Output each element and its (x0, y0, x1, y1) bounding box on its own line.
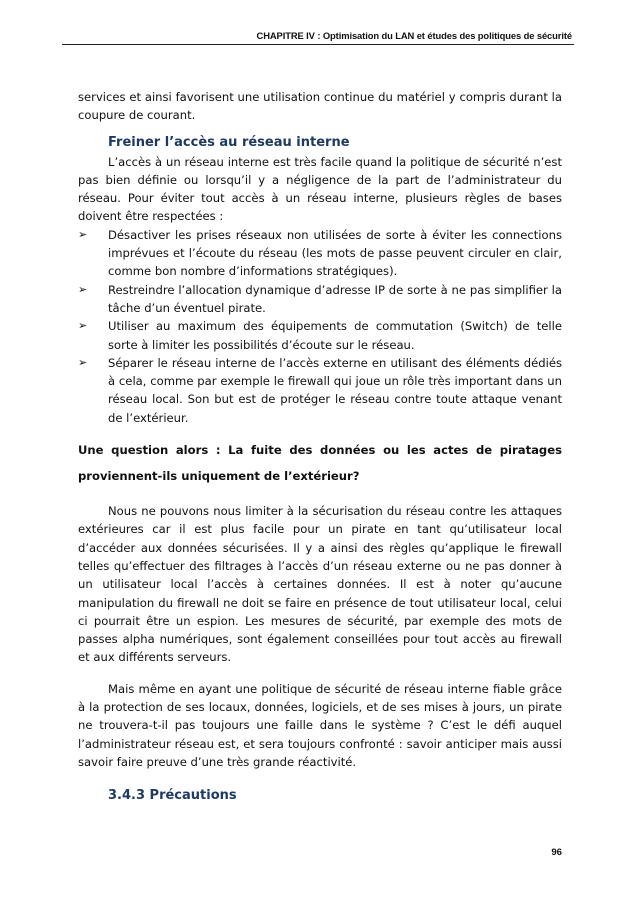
spacer (78, 489, 562, 502)
list-item-text: Utiliser au maximum des équipements de commutation (Switch) de telle sorte à limiter les possibilités d’écoute sur le réseau. (108, 319, 562, 352)
section-title: Freiner l’accès au réseau interne (108, 134, 350, 150)
rules-list (78, 226, 562, 427)
arrow-bullet-icon: ➢ (78, 282, 88, 296)
list-item (78, 317, 562, 354)
list-item-text: Séparer le réseau interne de l’accès externe en utilisant des éléments dédiés à cela, comme par exemple le firewall qui joue un rôle très important dans un réseau local. Son but est de protéger le réseau contre toute attaque venant de l’extérieur. (108, 355, 562, 425)
running-header: CHAPITRE IV : Optimisation du LAN et études des politiques de sécurité (256, 30, 572, 41)
page-body (78, 88, 562, 806)
section-paragraph: L’accès à un réseau interne est très facile quand la politique de sécurité n’est pas bien définie ou lorsqu’il y a négligence de la part de l’administrateur du réseau. Pour éviter tout accès à un réseau interne, plusieurs règles de bases doivent être respectées : (78, 154, 562, 224)
body-paragraph: Mais même en ayant une politique de sécurité de réseau interne fiable grâce à la protection de ses locaux, données, logiciels, et de ses mises à jours, un pirate ne trouvera-t-il pas toujours une faille dans le système ? C’est le défi auquel l’administrateur réseau est, et sera toujours confronté : savoir anticiper mais aussi savoir faire preuve d’une très grande réactivité. (78, 681, 562, 769)
subsection-title: 3.4.3 Précautions (108, 788, 237, 804)
body-paragraph: Nous ne pouvons nous limiter à la sécurisation du réseau contre les attaques extérieures car il est plus facile pour un pirate en tant qu’utilisateur local d’accéder aux données sécurisées. Il y a ainsi des règles qu’applique le firewall telles qu’effectuer des filtrages à l’accès d’un réseau externe ou ne pas donner à un utilisateur local l’accès à certaines données. Il est à noter qu’aucune manipulation du firewall ne doit se faire en présence de tout utilisateur local, celui ci pourrait être un espion. Les mesures de sécurité, par exemple des mots de passes alpha numériques, sont également conseillées pour tout accès au firewall et aux différents serveurs. (78, 504, 562, 665)
list-item (78, 354, 562, 427)
list-item-text: Restreindre l’allocation dynamique d’adresse IP de sorte à ne pas simplifier la tâche d’un éventuel pirate. (108, 282, 562, 315)
spacer (78, 667, 562, 680)
list-item (78, 281, 562, 318)
page-number: 96 (551, 847, 562, 858)
list-item (78, 226, 562, 281)
arrow-bullet-icon: ➢ (78, 355, 88, 369)
arrow-bullet-icon: ➢ (78, 319, 88, 333)
header-rule (62, 44, 574, 45)
question-heading: Une question alors : La fuite des données ou les actes de piratages proviennent-ils uniquement de l’extérieur? (78, 443, 562, 484)
list-item-text: Désactiver les prises réseaux non utilisées de sorte à éviter les connections imprévues et l’écoute du réseau (les mots de passe peuvent circuler en clair, comme bon nombre d’informations stratégiques). (108, 227, 562, 279)
arrow-bullet-icon: ➢ (78, 227, 88, 241)
intro-paragraph: services et ainsi favorisent une utilisation continue du matériel y compris durant la coupure de courant. (78, 90, 562, 123)
